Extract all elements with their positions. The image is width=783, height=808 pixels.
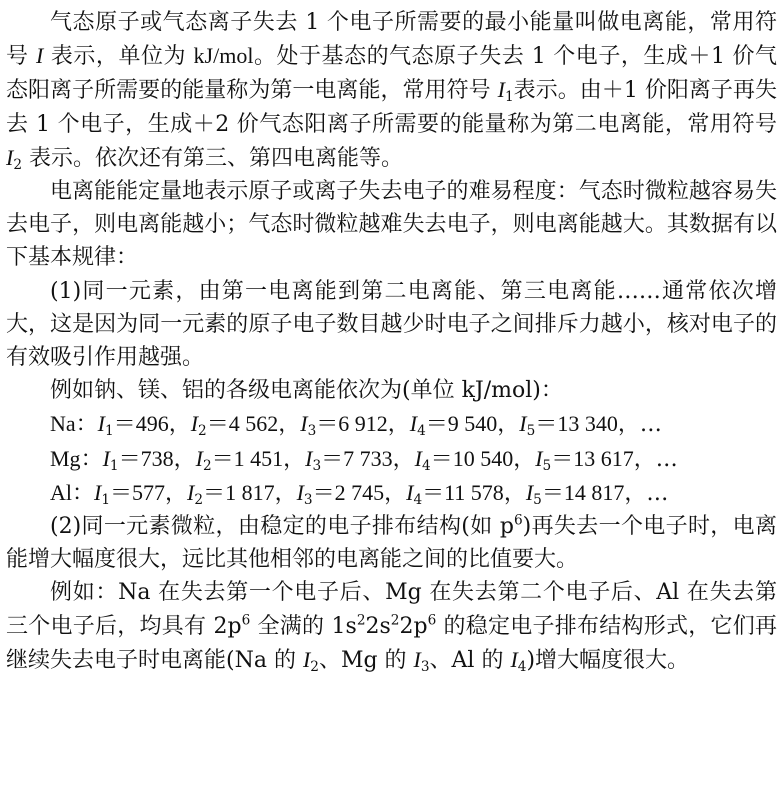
paragraph-meaning: 电离能能定量地表示原子或离子失去电子的难易程度：气态时微粒越容易失去电子，则电离能越小；气态时微粒越难失去电子，则电离能越大。其数据有以下基本规律： — [6, 179, 777, 271]
colon: ： — [72, 480, 95, 506]
energy-value: 7 733 — [343, 445, 393, 471]
subscript: 3 — [303, 491, 313, 508]
text-segment: 气态原子或气态离子失去 1 个电子所需要的最小能量叫做电离能，常用符号 — [6, 10, 777, 70]
text-segment: 表示。由＋1 价阳离子再失去 1 个电子，生成＋2 价气态阳离子所需要的能量称为第二电离能，常用符号 — [6, 78, 777, 137]
ellipsis: … — [646, 480, 669, 506]
energy-value: 577 — [132, 479, 166, 505]
superscript: 2 — [390, 612, 400, 629]
comma: ， — [633, 446, 656, 472]
text-segment: 全满的 1s — [250, 613, 357, 639]
subscript: 5 — [542, 457, 552, 474]
ellipsis: … — [639, 412, 662, 438]
equals-sign: ＝ — [118, 446, 141, 472]
comma: ， — [392, 446, 415, 472]
symbol-I: I — [300, 411, 308, 437]
comma: ， — [283, 446, 306, 472]
text-segment: 表示。依次还有第三、第四电离能等。 — [22, 145, 403, 171]
symbol-I: I — [187, 479, 195, 505]
text-segment: 2p — [399, 613, 428, 639]
symbol-I: I — [535, 445, 543, 471]
subscript: 4 — [517, 658, 527, 675]
energy-value: 496 — [135, 411, 169, 437]
energy-value: 2 745 — [334, 479, 385, 505]
symbol-I1: I — [497, 77, 505, 103]
equals-sign: ＝ — [316, 412, 339, 438]
unit-text: kJ/mol — [193, 43, 254, 69]
text-segment: 的稳定电子排布结构形式，它们再继续失去电子时电离能(Na 的 — [6, 613, 778, 673]
energy-value: 13 340 — [557, 411, 618, 437]
comma: ， — [173, 446, 196, 472]
paragraph-rule-2 — [6, 510, 777, 576]
superscript: 6 — [513, 512, 523, 529]
superscript: 6 — [427, 612, 437, 629]
equals-sign: ＝ — [321, 446, 344, 472]
element-row-al — [6, 476, 777, 510]
energy-value: 14 817 — [563, 479, 625, 505]
symbol-I: I — [413, 646, 421, 672]
comma: ， — [168, 412, 191, 438]
element-symbol: Mg — [50, 445, 81, 471]
equals-sign: ＝ — [110, 480, 133, 506]
comma: ， — [513, 446, 536, 472]
equals-sign: ＝ — [422, 480, 445, 506]
text-segment: 、Mg 的 — [318, 647, 414, 673]
equals-sign: ＝ — [535, 412, 558, 438]
symbol-I: I — [36, 43, 44, 69]
paragraph-definition — [6, 6, 777, 175]
symbol-I: I — [406, 479, 414, 505]
symbol-I: I — [409, 411, 418, 437]
energy-value: 9 540 — [447, 411, 498, 437]
equals-sign: ＝ — [541, 480, 564, 506]
text-segment: 。处于基态的气态原子失去 1 个电子，生成＋1 价气态阳离子所需要的能量称为第一电离能，常用符号 — [6, 44, 777, 104]
comma: ， — [387, 412, 410, 438]
equals-sign: ＝ — [203, 480, 226, 506]
comma: ， — [503, 480, 526, 506]
ionization-energy-list — [6, 407, 777, 510]
subscript: 1 — [101, 491, 111, 508]
subscript: 4 — [422, 457, 431, 474]
subscript: 3 — [312, 457, 322, 474]
colon: ： — [80, 446, 103, 472]
symbol-I: I — [102, 445, 110, 471]
superscript: 6 — [241, 612, 251, 629]
comma: ， — [278, 412, 301, 438]
element-row-na — [6, 407, 777, 441]
subscript: 5 — [526, 423, 536, 440]
superscript: 2 — [356, 612, 366, 629]
energy-value: 10 540 — [452, 445, 514, 471]
energy-value: 1 817 — [225, 479, 275, 505]
colon: ： — [75, 412, 98, 438]
subscript: 4 — [413, 491, 423, 508]
subscript: 1 — [504, 89, 514, 106]
comma: ， — [274, 480, 297, 506]
symbol-I: I — [510, 646, 518, 672]
text-segment: 表示，单位为 — [43, 44, 194, 70]
equals-sign: ＝ — [430, 446, 453, 472]
equals-sign: ＝ — [551, 446, 574, 472]
subscript: 1 — [109, 457, 119, 474]
energy-value: 4 562 — [228, 411, 279, 437]
paragraph-example-intro: 例如钠、镁、铝的各级电离能依次为(单位 kJ/mol)： — [50, 378, 563, 404]
symbol-I: I — [190, 411, 199, 437]
energy-value: 13 617 — [573, 445, 634, 471]
subscript: 1 — [105, 423, 114, 440]
symbol-I: I — [302, 646, 311, 672]
element-row-mg — [6, 442, 777, 476]
symbol-I: I — [94, 479, 102, 505]
symbol-I: I — [305, 445, 313, 471]
subscript: 2 — [310, 658, 319, 675]
text-segment: 2s — [365, 613, 391, 639]
symbol-I: I — [414, 445, 422, 471]
comma: ， — [624, 480, 647, 506]
subscript: 3 — [420, 658, 430, 675]
subscript: 2 — [13, 156, 22, 173]
subscript: 5 — [533, 491, 542, 508]
symbol-I2: I — [6, 144, 14, 170]
subscript: 2 — [194, 491, 204, 508]
subscript: 2 — [198, 423, 207, 440]
equals-sign: ＝ — [312, 480, 335, 506]
energy-value: 738 — [140, 445, 174, 471]
energy-value: 6 912 — [338, 411, 388, 437]
comma: ， — [384, 480, 407, 506]
energy-value: 11 578 — [444, 479, 504, 505]
equals-sign: ＝ — [211, 446, 234, 472]
element-symbol: Na — [50, 411, 76, 437]
ellipsis: … — [655, 446, 678, 472]
symbol-I: I — [519, 411, 527, 437]
symbol-I: I — [525, 479, 534, 505]
equals-sign: ＝ — [425, 412, 448, 438]
text-segment: )增大幅度很大。 — [526, 647, 690, 673]
text-segment: 例如：Na 在失去第一个电子后、Mg 在失去第二个电子后、Al 在失去第三个电子后，均具有 2p — [6, 580, 777, 639]
subscript: 4 — [417, 423, 426, 440]
equals-sign: ＝ — [113, 412, 136, 438]
symbol-I: I — [296, 479, 304, 505]
equals-sign: ＝ — [206, 412, 229, 438]
symbol-I: I — [195, 445, 203, 471]
subscript: 2 — [202, 457, 212, 474]
subscript: 3 — [307, 423, 317, 440]
text-segment: )再失去一个电子时，电离能增大幅度很大，远比其他相邻的电离能之间的比值要大。 — [6, 514, 777, 573]
text-segment: 、Al 的 — [429, 647, 511, 673]
paragraph-example-2 — [6, 576, 777, 677]
comma: ， — [497, 412, 520, 438]
paragraph-rule-1: (1)同一元素，由第一电离能到第二电离能、第三电离能……通常依次增大，这是因为同一元素的原子电子数目越少时电子之间排斥力越小，核对电子的有效吸引作用越强。 — [6, 278, 777, 371]
energy-value: 1 451 — [233, 445, 284, 471]
comma: ， — [617, 412, 640, 438]
text-segment: (2)同一元素微粒，由稳定的电子排布结构(如 p — [50, 514, 514, 540]
element-symbol: Al — [50, 479, 72, 505]
comma: ， — [165, 480, 188, 506]
symbol-I: I — [97, 411, 105, 437]
